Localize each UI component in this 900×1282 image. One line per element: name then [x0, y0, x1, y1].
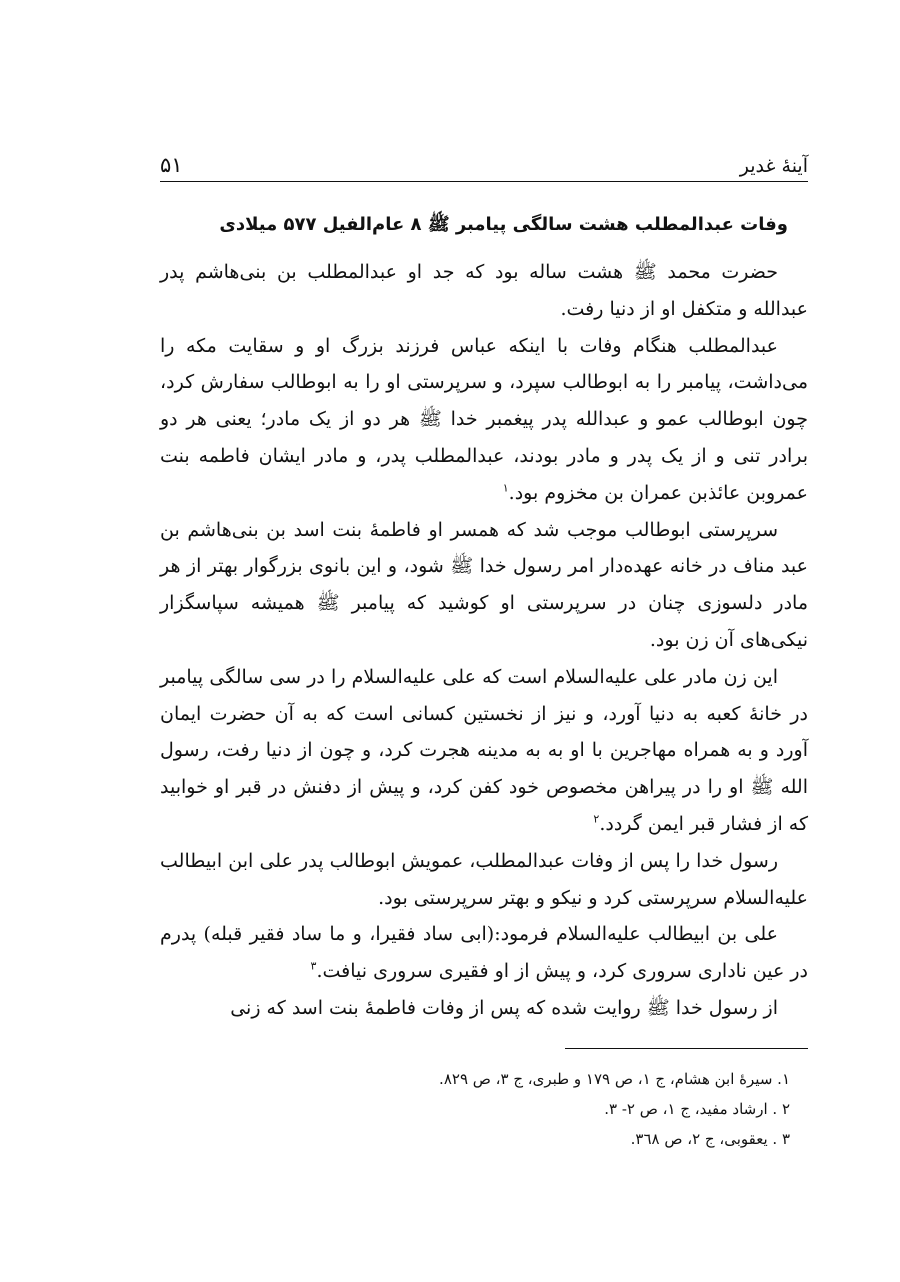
- section-title: وفات عبدالمطلب هشت سالگی پیامبر ﷺ ۸ عام‌الفیل ۵۷۷ میلادی: [219, 214, 788, 235]
- paragraph: رسول خدا را پس از وفات عبدالمطلب، عمویش ابوطالب پدر علی ابن ابیطالب عليه‌السلام سرپرستی کرد و نیکو و بهتر سرپرستی بود.: [160, 849, 808, 909]
- footnote-ref[interactable]: ۳: [310, 959, 317, 973]
- footnote-divider: [565, 1048, 808, 1049]
- paragraph: حضرت محمد ﷺ هشت ساله بود که جد او عبدالمطلب بن بنی‌هاشم پدر عبدالله و متکفل او از دنیا رفت.: [160, 261, 808, 320]
- page-number: ۵۱: [160, 153, 183, 177]
- paragraph: این زن مادر علی عليه‌السلام است که علی عليه‌السلام را در سی سالگی پیامبر در خانۀ کعبه به دنیا آورد، و نیز از نخستین کسانی است که به آن حضرت ایمان آورد و به همراه مهاجرین با او به به مدینه هجرت کرد، و چون از دنیا رفت، رسول الله ﷺ او را در پیراهن مخصوص خود کفن کرد، و پیش از دفنش در قبر او خوابید که از فشار قبر ایمن گردد.$^۲$: [160, 665, 808, 835]
- running-header: [160, 146, 808, 182]
- paragraph: عبدالمطلب هنگام وفات با اینکه عباس فرزند بزرگ او و سقایت مکه را می‌داشت، پیامبر را به ابوطالب سپرد، و سرپرستی او را به ابوطالب سفارش کرد، چون ابوطالب عمو و عبدالله پدر پیغمبر خدا ﷺ هر دو از یک مادر؛ یعنی هر دو برادر تنی و از یک پدر و مادر بودند، عبدالمطلب پدر، و مادر ایشان فاطمه بنت عمروبن عائذبن عمران بن مخزوم بود.$^۱$: [160, 334, 808, 504]
- main-content: [160, 208, 808, 1027]
- footnote-item: ۱. سیرۀ ابن هشام، ج ۱، ص ۱۷۹ و طبری، ج ۳، ص ۸۲۹.: [439, 1070, 790, 1088]
- footnote-item: ۳ . یعقوبی، ج ۲، ص ۳٦۸.: [630, 1130, 790, 1148]
- paragraph: از رسول خدا ﷺ روایت شده که پس از وفات فاطمۀ بنت اسد که زنی: [230, 996, 778, 1019]
- paragraph: علی بن ابیطالب عليه‌السلام فرمود:(ابی ساد فقیرا، و ما ساد فقیر قبله) پدرم در عین ناداری سروری کرد، و پیش از او فقیری سروری نیافت.$^۳$: [160, 923, 808, 983]
- footnote-item: ۲ . ارشاد مفید، ج ۱، ص ۲- ۳.: [604, 1100, 790, 1118]
- footnote-ref[interactable]: ۱: [502, 481, 509, 495]
- footnote-ref[interactable]: ۲: [593, 812, 600, 826]
- book-title: آينۀ غدير: [739, 155, 808, 177]
- paragraph: سرپرستی ابوطالب موجب شد که همسر او فاطمۀ بنت اسد بن بنی‌هاشم بن عبد مناف در خانه عهده‌دار امر رسول خدا ﷺ شود، و این بانوی بزرگوار بهتر از هر مادر دلسوزی چنان در سرپرستی او کوشید که پیامبر ﷺ همیشه سپاسگزار نیکی‌های آن زن بود.: [160, 518, 808, 651]
- footnotes: [160, 1064, 800, 1154]
